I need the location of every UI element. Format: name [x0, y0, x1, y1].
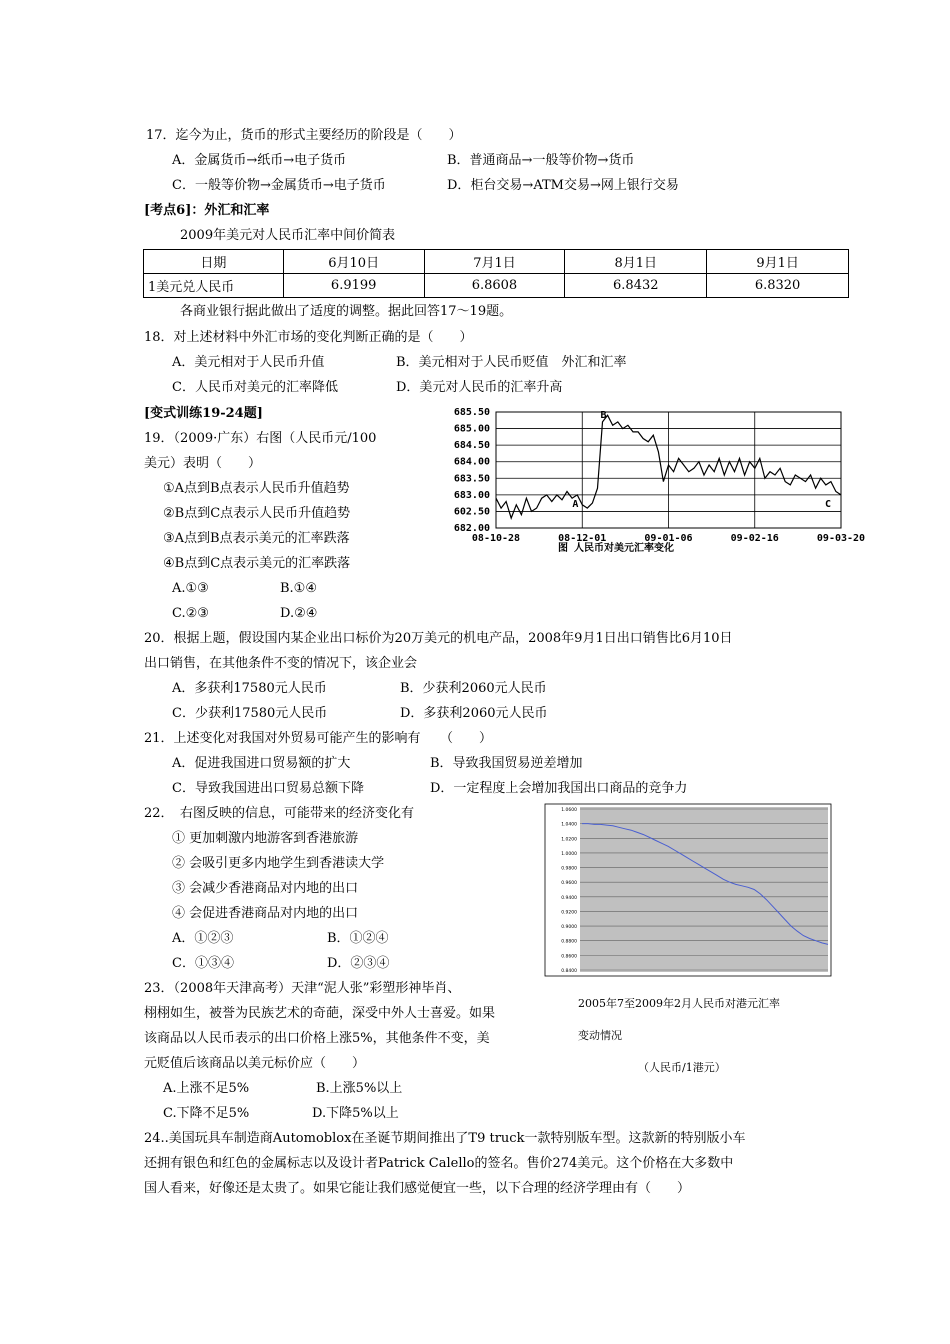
q20-line1: 20．根据上题，假设国内某企业出口标价为20万美元的机电产品，2008年9月1日出口销售比6月10日: [144, 631, 733, 646]
x-tick-label: 09-01-06: [644, 533, 693, 544]
after-table-note: 各商业银行据此做出了适度的调整。据此回答17～19题。: [180, 304, 513, 319]
y-tick-label: 0.9800: [561, 866, 577, 872]
y-tick-label: 1.0600: [561, 808, 577, 813]
y-tick-label: 0.8600: [561, 954, 577, 960]
q22-item-1: ① 更加刺激内地游客到香港旅游: [172, 831, 359, 846]
q19-item-2: ②B点到C点表示人民币升值趋势: [163, 506, 351, 521]
point-label-c: C: [825, 498, 832, 510]
table-cell: 6.9199: [283, 274, 424, 298]
q24-line2: 还拥有银色和红色的金属标志以及设计者Patrick Calello的签名。售价274美元。这个价格在大多数中: [144, 1156, 734, 1171]
q17-option-b: B．普通商品→一般等价物→货币: [447, 153, 635, 168]
y-tick-label: 1.0000: [561, 851, 577, 857]
q18-option-a: A．美元相对于人民币升值: [172, 355, 325, 370]
y-tick-label: 0.8400: [561, 969, 577, 974]
q18-option-c: C．人民币对美元的汇率降低: [172, 380, 338, 395]
y-tick-label: 0.9600: [561, 881, 577, 887]
q17-option-a: A．金属货币→纸币→电子货币: [172, 153, 347, 168]
q21-stem: 21．上述变化对我国对外贸易可能产生的影响有 （ ）: [144, 731, 493, 746]
table-caption: 2009年美元对人民币汇率中间价简表: [180, 228, 396, 243]
chart2-subtitle: 变动情况: [578, 1029, 622, 1042]
q19-item-1: ①A点到B点表示人民币升值趋势: [163, 481, 350, 496]
y-tick-label: 0.8800: [561, 939, 577, 945]
q20-option-d: D．多获利2060元人民币: [400, 706, 548, 721]
q22-option-a: A．①②③: [172, 931, 234, 946]
q20-line2: 出口销售，在其他条件不变的情况下，该企业会: [144, 656, 418, 671]
q20-option-a: A．多获利17580元人民币: [172, 681, 327, 696]
q19-option-d: D.②④: [280, 606, 318, 621]
q19-option-a: A.①③: [172, 581, 209, 596]
q22-option-c: C．①③④: [172, 956, 234, 971]
table-cell: 6.8608: [424, 274, 565, 298]
q23-option-d: D.下降5%以上: [312, 1106, 399, 1121]
q24-line1: 24..美国玩具车制造商Automoblox在圣诞节期间推出了T9 truck一款特别版车型。这款新的特别版小车: [144, 1131, 746, 1146]
q21-option-c: C．导致我国进出口贸易总额下降: [172, 781, 364, 796]
q21-option-d: D．一定程度上会增加我国出口商品的竞争力: [430, 781, 688, 796]
q23-line4: 元贬值后该商品以美元标价应（ ）: [144, 1056, 366, 1071]
q21-option-b: B．导致我国贸易逆差增加: [430, 756, 583, 771]
q19-line1: 19．（2009·广东）右图（人民币元/100: [144, 431, 377, 446]
q23-option-b: B.上涨5%以上: [316, 1081, 403, 1096]
q23-option-c: C.下降不足5%: [163, 1106, 250, 1121]
table-row: [144, 274, 849, 298]
y-tick-label: 683.50: [453, 473, 490, 485]
section-heading-6: [考点6]：外汇和汇率: [144, 203, 270, 218]
y-tick-label: 683.00: [453, 489, 490, 501]
table-header-cell: 7月1日: [424, 250, 565, 274]
q18-option-b: B．美元相对于人民币贬值 外汇和汇率: [396, 355, 627, 370]
chart2-title: 2005年7至2009年2月人民币对港元汇率: [578, 997, 780, 1010]
q23-line1: 23．（2008年天津高考）天津“泥人张”彩塑形神毕肖、: [144, 981, 461, 996]
y-tick-label: 685.50: [453, 407, 490, 418]
q19-option-c: C.②③: [172, 606, 209, 621]
q23-line2: 栩栩如生，被誉为民族艺术的奇葩，深受中外人士喜爱。如果: [144, 1006, 496, 1021]
q22-option-b: B．①②④: [327, 931, 389, 946]
plot-area: [580, 807, 828, 972]
table-cell: 6.8320: [707, 274, 849, 298]
table-header-cell: 8月1日: [565, 250, 707, 274]
q18-option-d: D．美元对人民币的汇率升高: [396, 380, 563, 395]
q22-option-d: D．②③④: [327, 956, 390, 971]
table-header-row: [144, 250, 849, 274]
section-heading-variant: [变式训练19-24题]: [144, 406, 263, 421]
y-tick-label: 0.9000: [561, 925, 577, 931]
q20-option-b: B．少获利2060元人民币: [400, 681, 547, 696]
x-tick-label: 09-02-16: [730, 533, 779, 544]
q19-line2: 美元）表明（ ）: [144, 456, 262, 471]
q23-option-a: A.上涨不足5%: [163, 1081, 250, 1096]
q17-option-d: D．柜台交易→ATM交易→网上银行交易: [447, 178, 679, 193]
y-tick-label: 684.00: [453, 456, 490, 468]
x-tick-label: 09-03-20: [816, 533, 866, 544]
y-tick-label: 682.00: [453, 523, 490, 534]
chart2-unit: （人民币/1港元）: [638, 1061, 726, 1074]
q22-item-4: ④ 会促进香港商品对内地的出口: [172, 906, 359, 921]
q22-stem: 22． 右图反映的信息，可能带来的经济变化有: [144, 806, 415, 821]
y-tick-label: 1.0400: [561, 822, 577, 828]
y-tick-label: 0.9200: [561, 910, 577, 916]
table-header-cell: 9月1日: [707, 250, 849, 274]
rmb-hkd-chart: [545, 804, 831, 976]
table-header-cell: 日期: [144, 250, 284, 274]
point-label-b: B: [600, 409, 607, 421]
q24-line3: 国人看来，好像还是太贵了。如果它能让我们感觉便宜一些，以下合理的经济学理由有（ ）: [144, 1181, 691, 1196]
y-tick-label: 684.50: [453, 440, 490, 452]
table-header-cell: 6月10日: [283, 250, 424, 274]
rmb-usd-chart: [436, 404, 866, 556]
q19-item-4: ④B点到C点表示美元的汇率跌落: [163, 556, 351, 571]
y-tick-label: 602.50: [453, 506, 490, 518]
q20-option-c: C．少获利17580元人民币: [172, 706, 328, 721]
table-cell: 6.8432: [565, 274, 707, 298]
q23-line3: 该商品以人民币表示的出口价格上涨5%，其他条件不变，美: [144, 1031, 490, 1046]
x-tick-label: 08-12-01: [558, 533, 607, 544]
y-tick-label: 0.9400: [561, 895, 577, 901]
point-label-a: A: [572, 499, 579, 511]
q17-stem: 17．迄今为止，货币的形式主要经历的阶段是（ ）: [146, 128, 462, 143]
q19-item-3: ③A点到B点表示美元的汇率跌落: [163, 531, 350, 546]
q19-option-b: B.①④: [280, 581, 317, 596]
table-cell: 1美元兑人民币: [144, 274, 284, 298]
q17-option-c: C．一般等价物→金属货币→电子货币: [172, 178, 386, 193]
q22-item-2: ② 会吸引更多内地学生到香港读大学: [172, 856, 385, 871]
x-tick-label: 08-10-28: [471, 533, 521, 544]
rmb-usd-chart-title: 图 人民币对美元汇率变化: [557, 543, 675, 554]
y-tick-label: 685.00: [453, 423, 490, 435]
exchange-rate-table: [143, 249, 849, 298]
q22-item-3: ③ 会减少香港商品对内地的出口: [172, 881, 359, 896]
q21-option-a: A．促进我国进口贸易额的扩大: [172, 756, 351, 771]
y-tick-label: 1.0200: [561, 837, 577, 843]
q18-stem: 18．对上述材料中外汇市场的变化判断正确的是（ ）: [144, 330, 473, 345]
